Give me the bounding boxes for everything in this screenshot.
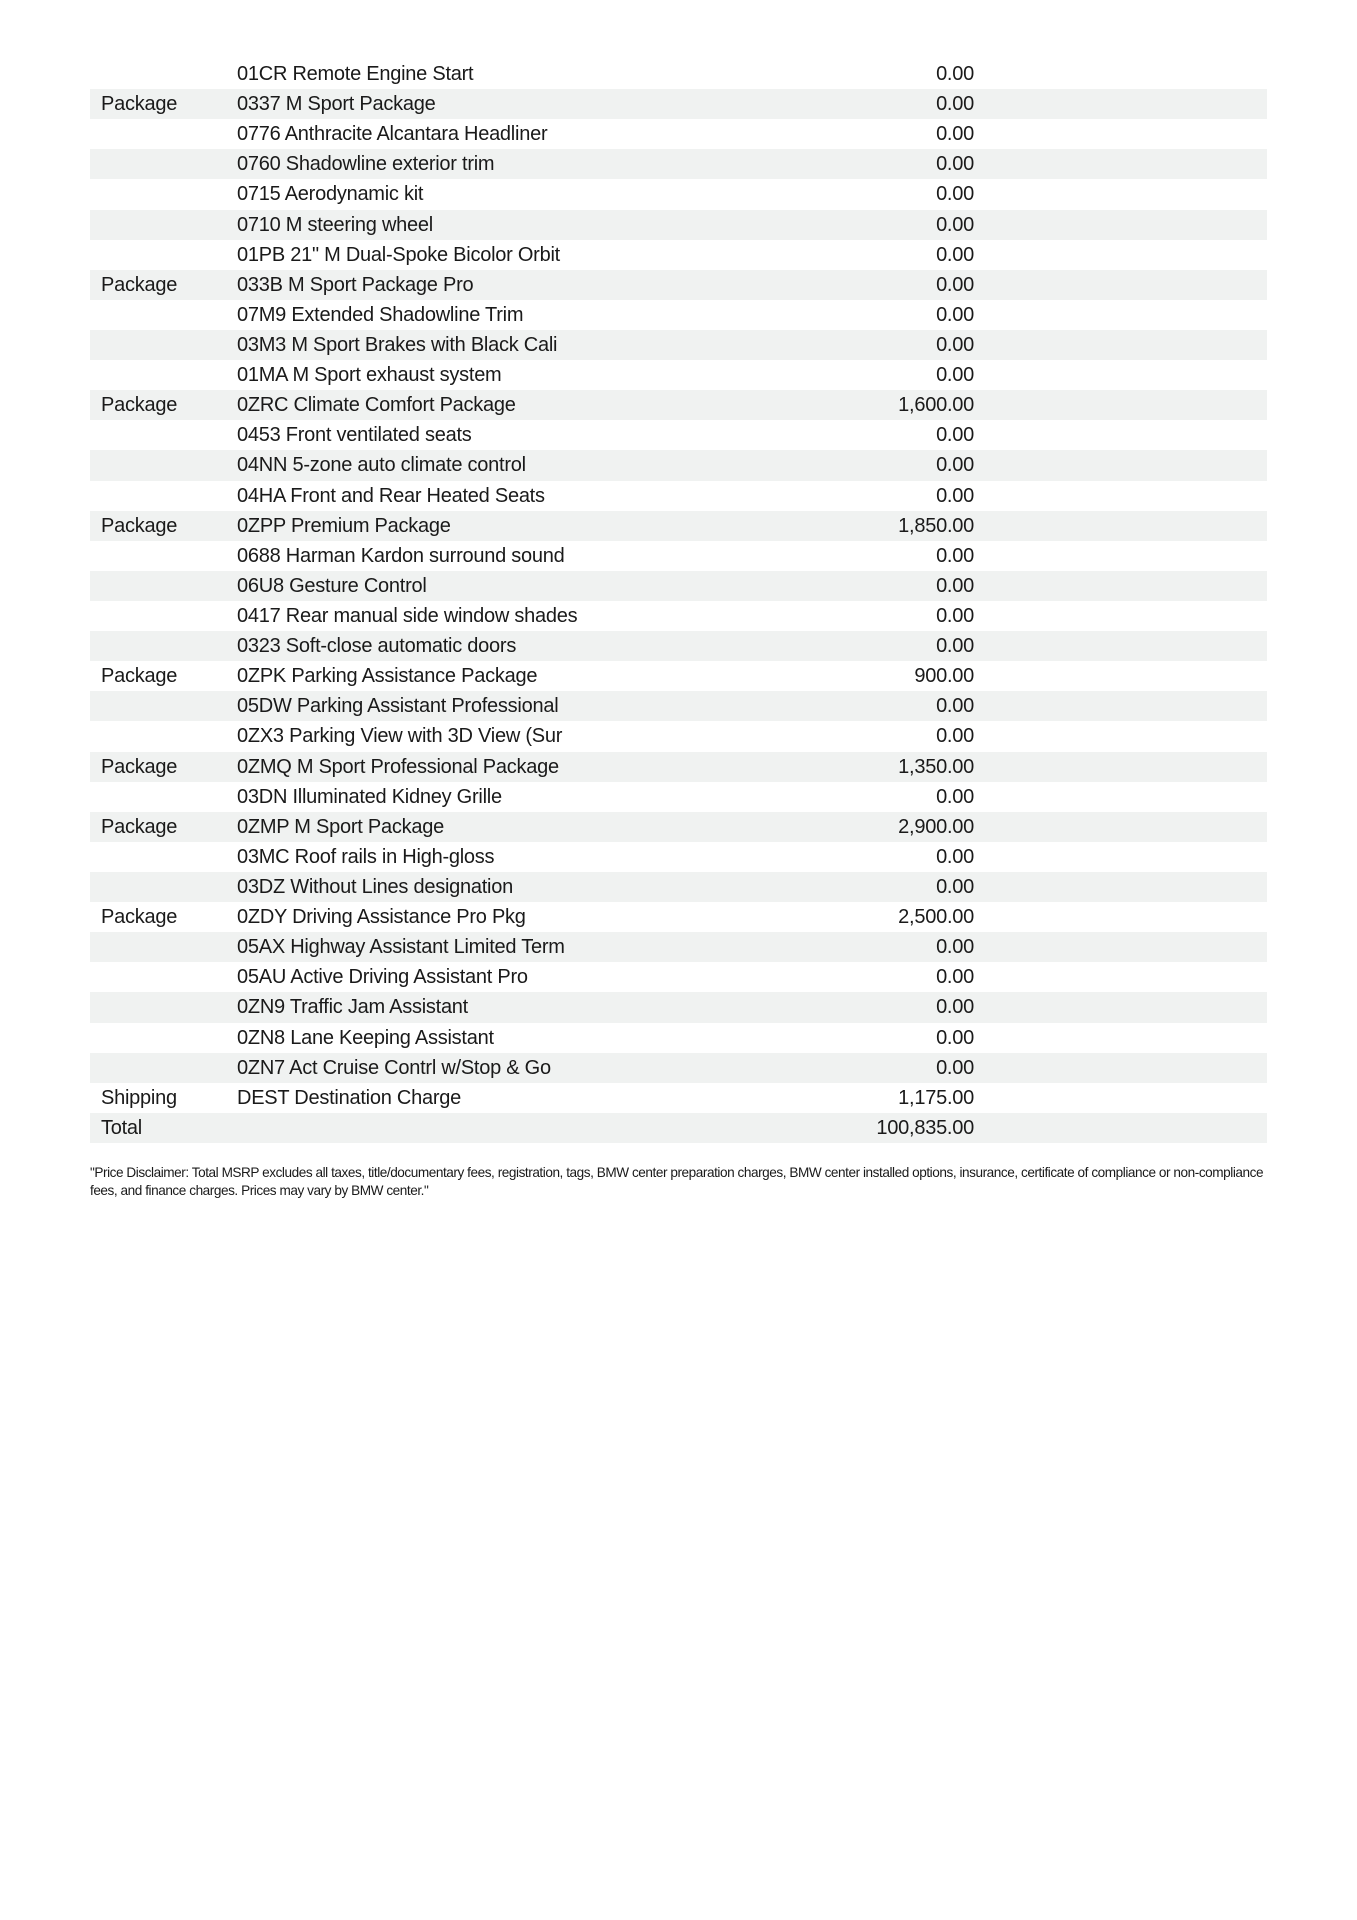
- row-description: 03M3 M Sport Brakes with Black Cali: [237, 333, 558, 356]
- row-category: Shipping: [101, 1086, 177, 1109]
- row-description: 0337 M Sport Package: [237, 93, 436, 116]
- row-description: 03DN Illuminated Kidney Grille: [237, 785, 502, 808]
- row-description: 0ZDY Driving Assistance Pro Pkg: [237, 906, 526, 929]
- table-row: [90, 300, 1267, 330]
- row-price: 1,175.00: [898, 1086, 974, 1109]
- total-label: Total: [101, 1116, 142, 1139]
- row-description: 01PB 21" M Dual-Spoke Bicolor Orbit: [237, 243, 560, 266]
- row-price: 0.00: [936, 1056, 974, 1079]
- table-row: [90, 1053, 1267, 1083]
- row-price: 1,850.00: [898, 514, 974, 537]
- row-description: 0ZPK Parking Assistance Package: [237, 665, 538, 688]
- row-description: 0ZMQ M Sport Professional Package: [237, 755, 559, 778]
- table-row: [90, 270, 1267, 300]
- table-row: [90, 571, 1267, 601]
- table-row: [90, 511, 1267, 541]
- table-row: [90, 179, 1267, 209]
- row-price: 0.00: [936, 243, 974, 266]
- row-category: Package: [101, 665, 178, 688]
- row-description: 05AX Highway Assistant Limited Term: [237, 936, 565, 959]
- row-description: 03MC Roof rails in High-gloss: [237, 845, 495, 868]
- table-row: [90, 812, 1267, 842]
- table-row: [90, 89, 1267, 119]
- table-row: [90, 390, 1267, 420]
- row-description: 0776 Anthracite Alcantara Headliner: [237, 123, 548, 146]
- table-row: [90, 541, 1267, 571]
- table-row: [90, 661, 1267, 691]
- row-description: DEST Destination Charge: [237, 1086, 461, 1109]
- price-table: [90, 59, 1267, 1143]
- row-description: 06U8 Gesture Control: [237, 574, 427, 597]
- total-price: 100,835.00: [876, 1116, 974, 1139]
- row-category: Package: [101, 755, 178, 778]
- row-price: 0.00: [936, 93, 974, 116]
- table-row: [90, 601, 1267, 631]
- row-price: 0.00: [936, 635, 974, 658]
- row-description: 033B M Sport Package Pro: [237, 273, 474, 296]
- row-price: 0.00: [936, 63, 974, 85]
- row-price: 0.00: [936, 875, 974, 898]
- row-description: 03DZ Without Lines designation: [237, 875, 513, 898]
- row-price: 0.00: [936, 604, 974, 627]
- row-price: 0.00: [936, 785, 974, 808]
- table-row: [90, 752, 1267, 782]
- row-price: 0.00: [936, 364, 974, 387]
- row-description: 0ZN9 Traffic Jam Assistant: [237, 996, 468, 1019]
- row-description: 0ZN8 Lane Keeping Assistant: [237, 1026, 494, 1049]
- row-price: 0.00: [936, 966, 974, 989]
- table-row: [90, 240, 1267, 270]
- row-price: 0.00: [936, 1026, 974, 1049]
- table-row: [90, 420, 1267, 450]
- row-description: 0760 Shadowline exterior trim: [237, 153, 495, 176]
- row-price: 0.00: [936, 544, 974, 567]
- row-category: Package: [101, 815, 178, 838]
- row-price: 0.00: [936, 484, 974, 507]
- row-price: 0.00: [936, 695, 974, 718]
- row-price: 0.00: [936, 936, 974, 959]
- row-price: 2,500.00: [898, 906, 974, 929]
- row-description: 07M9 Extended Shadowline Trim: [237, 303, 524, 326]
- row-price: 0.00: [936, 725, 974, 748]
- row-price: 1,350.00: [898, 755, 974, 778]
- row-price: 0.00: [936, 845, 974, 868]
- row-category: Package: [101, 93, 178, 116]
- row-price: 0.00: [936, 213, 974, 236]
- table-row: [90, 1023, 1267, 1053]
- row-description: 0688 Harman Kardon surround sound: [237, 544, 565, 567]
- row-description: 01CR Remote Engine Start: [237, 63, 474, 85]
- shipping-row: [90, 1083, 1267, 1113]
- row-price: 0.00: [936, 303, 974, 326]
- row-price: 0.00: [936, 424, 974, 447]
- row-description: 0323 Soft-close automatic doors: [237, 635, 517, 658]
- table-row: [90, 721, 1267, 751]
- table-row: [90, 842, 1267, 872]
- row-price: 0.00: [936, 273, 974, 296]
- row-description: 0ZRC Climate Comfort Package: [237, 394, 516, 417]
- table-row: [90, 691, 1267, 721]
- table-row: [90, 210, 1267, 240]
- row-category: Package: [101, 394, 178, 417]
- table-row: [90, 962, 1267, 992]
- table-row: [90, 902, 1267, 932]
- row-category: Package: [101, 906, 178, 929]
- row-description: 0ZMP M Sport Package: [237, 815, 444, 838]
- row-price: 0.00: [936, 454, 974, 477]
- row-description: 0453 Front ventilated seats: [237, 424, 472, 447]
- row-price: 2,900.00: [898, 815, 974, 838]
- row-description: 05DW Parking Assistant Professional: [237, 695, 559, 718]
- row-description: 04NN 5-zone auto climate control: [237, 454, 526, 477]
- row-description: 0ZPP Premium Package: [237, 514, 451, 537]
- row-category: Package: [101, 273, 178, 296]
- row-description: 0ZN7 Act Cruise Contrl w/Stop & Go: [237, 1056, 551, 1079]
- table-row: [90, 119, 1267, 149]
- row-description: 01MA M Sport exhaust system: [237, 364, 502, 387]
- row-description: 0715 Aerodynamic kit: [237, 183, 424, 206]
- row-description: 05AU Active Driving Assistant Pro: [237, 966, 528, 989]
- row-category: Package: [101, 514, 178, 537]
- row-price: 0.00: [936, 996, 974, 1019]
- table-row: [90, 481, 1267, 511]
- row-description: 0417 Rear manual side window shades: [237, 604, 578, 627]
- table-row: [90, 59, 1267, 89]
- row-description: 0710 M steering wheel: [237, 213, 433, 236]
- row-description: 0ZX3 Parking View with 3D View (Sur: [237, 725, 563, 748]
- table-row: [90, 932, 1267, 962]
- table-row: [90, 872, 1267, 902]
- row-price: 0.00: [936, 153, 974, 176]
- table-row: [90, 450, 1267, 480]
- row-price: 1,600.00: [898, 394, 974, 417]
- row-price: 0.00: [936, 333, 974, 356]
- table-row: [90, 330, 1267, 360]
- table-row: [90, 782, 1267, 812]
- row-price: 900.00: [914, 665, 974, 688]
- total-row: [90, 1113, 1267, 1143]
- row-price: 0.00: [936, 183, 974, 206]
- row-price: 0.00: [936, 574, 974, 597]
- row-description: 04HA Front and Rear Heated Seats: [237, 484, 545, 507]
- table-row: [90, 992, 1267, 1022]
- table-row: [90, 631, 1267, 661]
- price-disclaimer: "Price Disclaimer: Total MSRP excludes all taxes, title/documentary fees, registration, tags, BMW center preparation charges, BMW center installed options, insurance, certificate of compliance or non-compliance fees, and finance charges. Prices may vary by BMW center.": [90, 1165, 1264, 1198]
- table-row: [90, 149, 1267, 179]
- row-price: 0.00: [936, 123, 974, 146]
- table-row: [90, 360, 1267, 390]
